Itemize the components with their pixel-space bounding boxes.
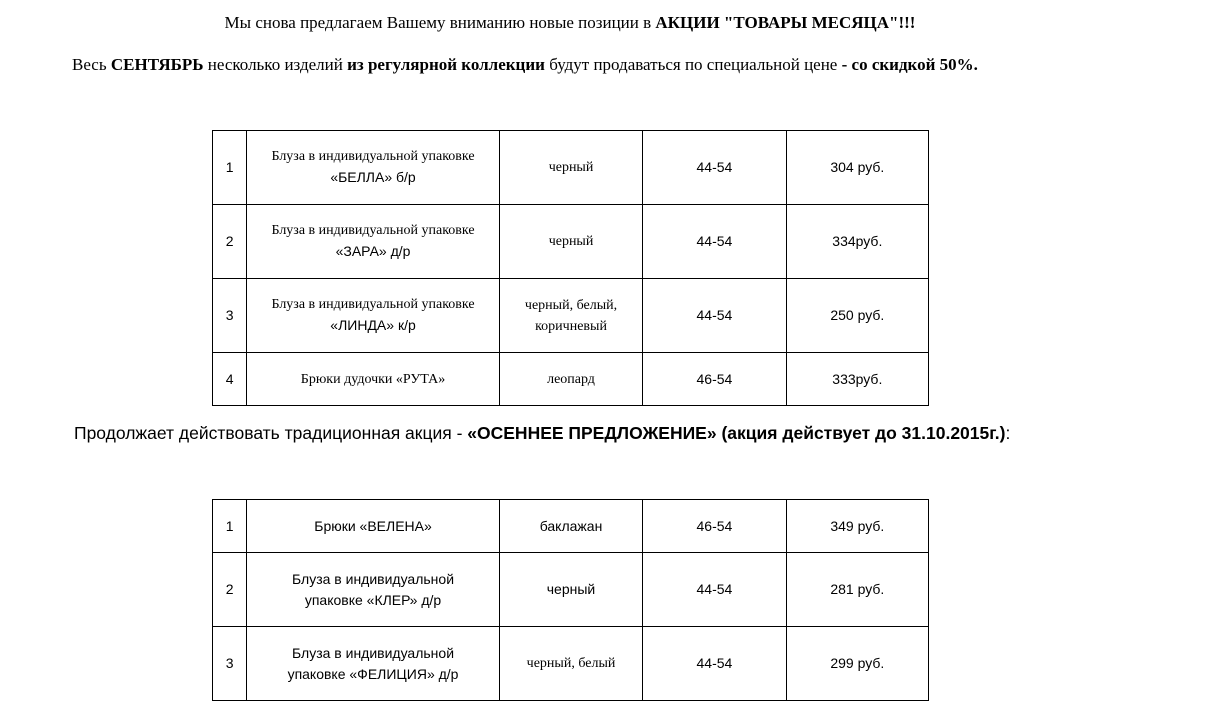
table-row [213,279,929,353]
row-number: 3 [213,627,247,701]
product-name: Брюки «ВЕЛЕНА» [247,500,500,553]
product-name-line-1: Блуза в индивидуальной упаковке [271,149,475,164]
product-price: 304 руб. [786,131,928,205]
row-number: 2 [213,553,247,627]
intro-line-2-t1: Весь [72,55,111,74]
table-row [213,500,929,553]
product-color: черный [499,553,642,627]
product-name-line-2: «ЗАРА» д/р [335,243,411,259]
intro-line-1-text: Мы снова предлагаем Вашему вниманию новые позиции в [224,13,656,32]
product-name [247,205,500,279]
product-color: черный [499,205,642,279]
product-name [247,131,500,205]
product-name: Брюки дудочки «РУТА» [247,353,500,406]
product-color: черный, белый [499,627,642,701]
product-name-line-2: «ЛИНДА» к/р [330,317,416,333]
table-row [213,205,929,279]
autumn-offer-bold: «ОСЕННЕЕ ПРЕДЛОЖЕНИЕ» (акция действует до 31.10.2015г.) [467,423,1006,443]
product-name [247,627,500,701]
product-color: баклажан [499,500,642,553]
product-size: 44-54 [643,553,786,627]
product-size: 44-54 [643,627,786,701]
product-color: леопард [499,353,642,406]
row-number: 2 [213,205,247,279]
autumn-offer-t2: : [1005,423,1011,443]
table-row [213,627,929,701]
table-row [213,131,929,205]
autumn-offer-t1: Продолжает действовать традиционная акция - [74,423,468,443]
row-number: 1 [213,131,247,205]
row-number: 4 [213,353,247,406]
table-row [213,553,929,627]
row-number: 3 [213,279,247,353]
product-size: 44-54 [643,279,786,353]
product-price: 333руб. [786,353,928,406]
autumn-offer-line [74,423,1010,444]
intro-line-2-b3: - со скидкой 50%. [841,55,978,74]
product-name [247,553,500,627]
product-color-line-2: коричневый [535,318,607,334]
autumn-offer-table [212,499,929,701]
product-price: 281 руб. [786,553,928,627]
product-price: 250 руб. [786,279,928,353]
product-price: 349 руб. [786,500,928,553]
product-color [499,279,642,353]
intro-line-2-t3: будут продаваться по специальной цене [544,55,842,74]
product-name-line-1: Блуза в индивидуальной упаковке [271,223,475,238]
intro-line-2-b2: из регулярной коллекции [347,55,545,74]
product-price: 299 руб. [786,627,928,701]
row-number: 1 [213,500,247,553]
product-size: 46-54 [643,500,786,553]
product-name [247,279,500,353]
intro-line-1-bold: АКЦИИ "ТОВАРЫ МЕСЯЦА"!!! [655,13,916,32]
product-size: 46-54 [643,353,786,406]
product-name-line-2: «БЕЛЛА» б/р [330,169,416,185]
product-size: 44-54 [643,205,786,279]
product-name-line-1: Блуза в индивидуальной упаковке [271,297,475,312]
product-size: 44-54 [643,131,786,205]
product-color: черный [499,131,642,205]
product-name-line-1: Блуза в индивидуальной [292,570,455,587]
table-row [213,353,929,406]
product-price: 334руб. [786,205,928,279]
product-color-line-1: черный, белый, [524,297,618,313]
intro-line-1 [0,13,1140,33]
monthly-goods-table [212,130,929,406]
intro-line-2-b1: СЕНТЯБРЬ [110,55,204,74]
product-name-line-2: упаковке «ФЕЛИЦИЯ» д/р [287,665,459,682]
intro-line-2-t2: несколько изделий [203,55,348,74]
product-name-line-1: Блуза в индивидуальной [292,644,455,661]
intro-line-2 [72,55,978,75]
product-name-line-2: упаковке «КЛЕР» д/р [304,591,442,608]
